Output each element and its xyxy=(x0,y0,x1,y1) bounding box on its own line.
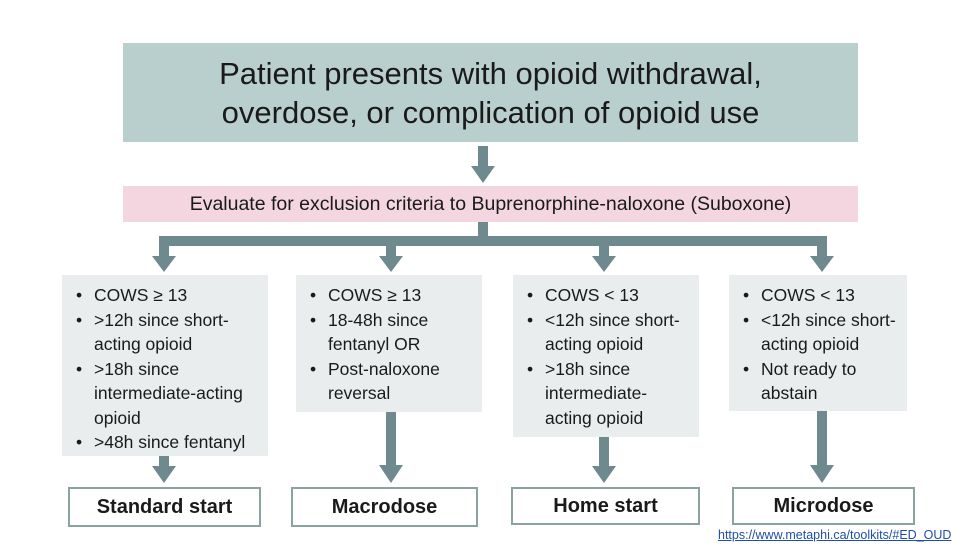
criteria-item: • COWS ≥ 13 xyxy=(72,283,262,308)
criteria-item: • COWS ≥ 13 xyxy=(306,283,476,308)
arrow-title-to-evaluate-shaft xyxy=(478,146,488,166)
evaluate-text: Evaluate for exclusion criteria to Buprenorphine-naloxone (Suboxone) xyxy=(189,192,792,215)
drop-1-head xyxy=(152,256,176,272)
criteria-item: • COWS < 13 xyxy=(523,283,693,308)
arrow-2-shaft xyxy=(386,412,396,467)
drop-1-shaft xyxy=(159,236,169,258)
criteria-item: • 18-48h since fentanyl OR xyxy=(306,308,476,357)
evaluate-box xyxy=(123,186,858,222)
criteria-item: • COWS < 13 xyxy=(739,283,901,308)
source-link[interactable]: https://www.metaphi.ca/toolkits/#ED_OUD xyxy=(718,528,952,542)
criteria-box-microdose xyxy=(729,275,907,411)
outcome-label: Home start xyxy=(553,494,658,517)
outcome-microdose xyxy=(732,487,915,525)
criteria-item: • <12h since short-acting opioid xyxy=(523,308,693,357)
criteria-item: • Post-naloxone reversal xyxy=(306,357,476,406)
criteria-box-standard-start xyxy=(62,275,268,456)
drop-2-shaft xyxy=(386,236,396,258)
drop-3-shaft xyxy=(599,236,609,258)
arrow-2-head xyxy=(379,465,403,483)
arrow-3-shaft xyxy=(599,437,609,468)
drop-3-head xyxy=(592,256,616,272)
criteria-item: • >12h since short-acting opioid xyxy=(72,308,262,357)
criteria-item: • <12h since short-acting opioid xyxy=(739,308,901,357)
outcome-macrodose xyxy=(291,487,478,527)
title-box xyxy=(123,43,858,142)
arrow-4-shaft xyxy=(817,411,827,467)
outcome-label: Macrodose xyxy=(331,495,438,518)
outcome-label: Microdose xyxy=(773,494,874,517)
arrow-4-head xyxy=(810,465,834,483)
arrow-3-head xyxy=(592,466,616,483)
arrow-title-to-evaluate-head xyxy=(471,166,495,183)
drop-4-shaft xyxy=(817,236,827,258)
arrow-1-head xyxy=(152,466,176,483)
outcome-standard-start xyxy=(68,487,261,527)
branch-bar xyxy=(159,236,827,246)
criteria-item: • >48h since fentanyl xyxy=(72,430,262,455)
criteria-box-macrodose xyxy=(296,275,482,412)
criteria-item: • Not ready to abstain xyxy=(739,357,901,406)
criteria-item: • >18h since intermediate-acting opioid xyxy=(523,357,693,431)
drop-2-head xyxy=(379,256,403,272)
criteria-box-home-start xyxy=(513,275,699,437)
outcome-home-start xyxy=(511,487,700,525)
title-text: Patient presents with opioid withdrawal, overdose, or complication of opioid use xyxy=(219,55,762,130)
criteria-item: • >18h since intermediate-acting opioid xyxy=(72,357,262,431)
drop-4-head xyxy=(810,256,834,272)
outcome-label: Standard start xyxy=(96,495,233,518)
